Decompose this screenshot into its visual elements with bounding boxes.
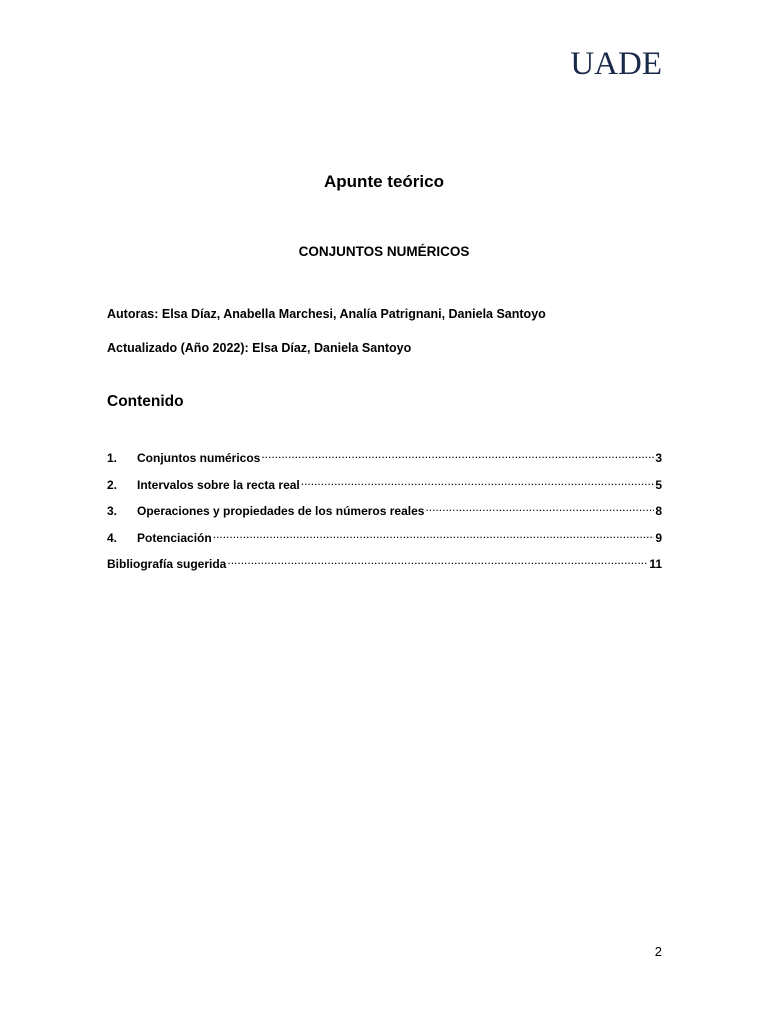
toc-heading: Contenido <box>107 393 184 410</box>
toc-dot-leader <box>227 554 648 568</box>
toc-entry-label: Intervalos sobre la recta real <box>137 477 300 492</box>
toc-dot-leader <box>261 448 654 462</box>
toc-dot-leader <box>425 501 654 515</box>
toc-dot-leader <box>301 475 655 489</box>
toc-entry-number: 1. <box>107 451 118 465</box>
toc-entry-number: 2. <box>107 477 118 492</box>
uade-logo: UADE <box>570 46 662 82</box>
toc-entry-label: Bibliografía sugerida <box>107 557 227 571</box>
toc-entry-bibliografia[interactable] <box>107 554 662 581</box>
document-title: Apunte teórico <box>324 172 444 191</box>
toc-entry-page: 9 <box>655 530 662 545</box>
updated-line: Actualizado (Año 2022): Elsa Díaz, Daniela Santoyo <box>107 341 412 355</box>
toc-entry-label: Operaciones y propiedades de los números reales <box>137 504 425 518</box>
toc-entry-conjuntos-numericos[interactable] <box>107 448 662 475</box>
toc-entry-page: 5 <box>655 477 662 492</box>
toc-dot-leader <box>213 528 655 542</box>
document-subtitle: CONJUNTOS NUMÉRICOS <box>298 244 470 259</box>
toc-entry-page: 3 <box>655 451 662 465</box>
toc-entry-page: 11 <box>649 557 662 571</box>
toc-entry-operaciones[interactable] <box>107 501 662 528</box>
toc-entry-page: 8 <box>655 504 662 518</box>
toc-entry-label: Potenciación <box>137 530 212 545</box>
page-number: 2 <box>654 944 662 959</box>
toc-entry-potenciacion[interactable] <box>107 528 662 555</box>
toc-entry-number: 4. <box>107 530 118 545</box>
toc-entry-label: Conjuntos numéricos <box>137 451 261 465</box>
table-of-contents <box>107 448 662 581</box>
toc-entry-number: 3. <box>107 504 118 518</box>
authors-line: Autoras: Elsa Díaz, Anabella Marchesi, Analía Patrignani, Daniela Santoyo <box>107 307 546 321</box>
toc-entry-intervalos[interactable] <box>107 475 662 502</box>
